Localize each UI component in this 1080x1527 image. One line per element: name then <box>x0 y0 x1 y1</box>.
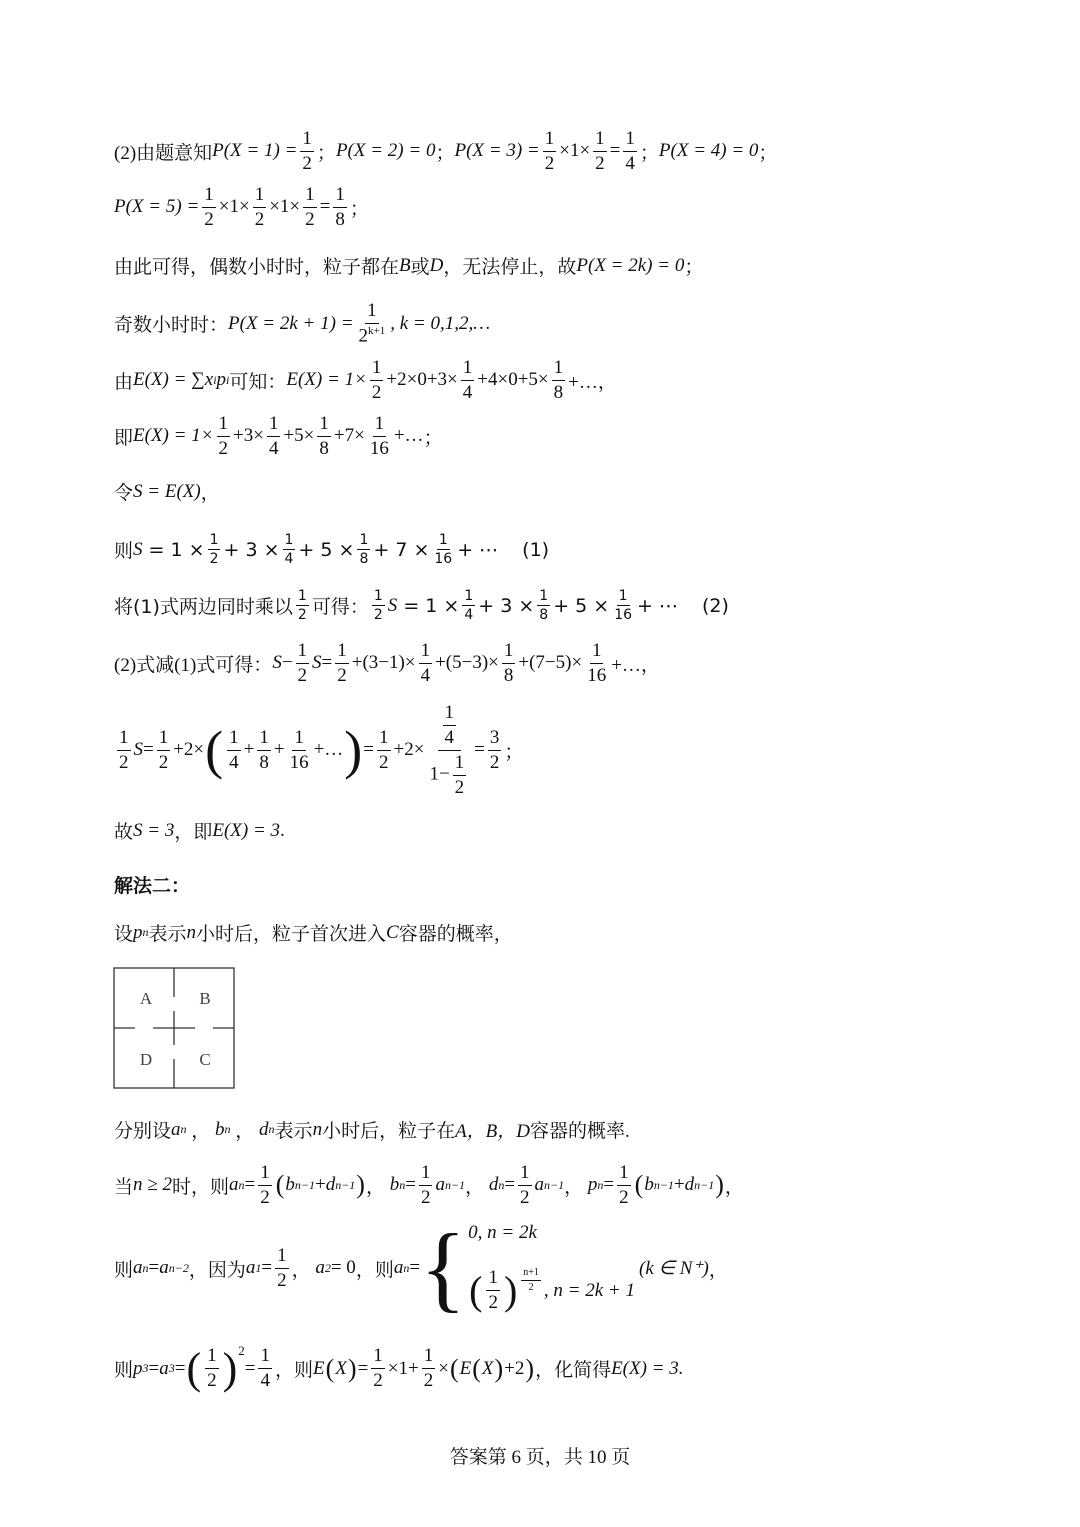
line-final: 则 p 3 = a 3 = ( $\frac{1}{2}$ ) 2 = $\frac{1}{4}$ ，则 E ( X ) = $\frac{1}{2}$ ×1+ $\frac{1}{2}$ × ( E ( X ) +2 ) ，化简得 E(X) = 3. <box>114 1343 684 1393</box>
grid-label-b: B <box>199 989 211 1008</box>
fraction: $\frac{1}{2}$ <box>619 1162 629 1208</box>
fraction: $\frac{1}{2}$ <box>379 726 389 773</box>
letters-abd: A，B，D <box>455 1121 531 1142</box>
text: 可知： <box>229 371 287 393</box>
eq-final: E(X) = 3. <box>611 1357 684 1379</box>
fraction: $\frac{1}{2}$ <box>423 1345 434 1391</box>
sep: ； <box>639 142 659 164</box>
exponent: $\frac{n+1}{2}$ <box>523 1267 539 1293</box>
text: ，即 <box>174 822 213 843</box>
eq-expect-value: E(X) = 3 <box>212 819 281 841</box>
fraction: $\frac{1}{8}$ <box>553 357 564 403</box>
line-probabilities-1: (2)由题意知 P(X = 1) = $\frac{1}{2}$ ； P(X = 2) = 0 ； P(X = 3) = $\frac{1}{2}$ ×1× $\frac{1}{2}$ = $\frac{1}{4}$ ； P(X = 4) = 0 ； <box>114 128 778 174</box>
fraction: $\frac{1}{4}$ <box>464 588 474 624</box>
text: ，则 <box>274 1360 313 1381</box>
text: 时，则 <box>171 1176 229 1198</box>
eq-s-value: S = 3 <box>133 819 175 841</box>
compound-fraction: $\frac{1}{4}$ 1− $\frac{1}{2}$ <box>429 702 465 798</box>
fraction: $\frac{1}{4}$ <box>420 640 431 686</box>
sep: ； <box>684 257 704 278</box>
var-n: n <box>186 921 197 943</box>
fraction: $\frac{1}{8}$ <box>259 726 269 773</box>
fraction: $\frac{1}{4}$ <box>284 532 294 568</box>
line-half-s-result: $\frac{1}{2}$ S = $\frac{1}{2}$ +2× ( $\frac{1}{4}$ + $\frac{1}{8}$ + $\frac{1}{16}$ +… ) = $\frac{1}{2}$ +2× $\frac{1}{4}$ 1− $\frac{1}{2}$ = $\frac{3}{2}$ ； <box>119 702 524 798</box>
fraction: $\frac{1}{2}$ <box>260 1162 270 1208</box>
text: 或 <box>410 257 430 278</box>
fraction: $\frac{1}{4}$ <box>268 413 279 459</box>
case-odd: , n = 2k + 1 <box>543 1279 635 1301</box>
line-probabilities-2: P(X = 5) = $\frac{1}{2}$ ×1× $\frac{1}{2}$ ×1× $\frac{1}{2}$ = $\frac{1}{8}$ ； <box>114 184 369 230</box>
fraction: $\frac{1}{2}$ <box>595 128 605 174</box>
fraction: $\frac{1}{4}$ <box>625 128 635 174</box>
eq-label-2: (2) <box>702 594 729 617</box>
line-half-s: 将(1)式两边同时乘以 $\frac{1}{2}$ 可得： $\frac{1}{2}$ S = 1 × $\frac{1}{4}$ + 3 × $\frac{1}{8}$ + 5 × $\frac{1}{16}$ + ⋯ (2) <box>114 588 729 624</box>
text: (2)式减(1)式可得： <box>114 654 273 676</box>
sep: ； <box>435 142 455 164</box>
fraction: $\frac{1}{2}$ <box>209 532 219 568</box>
piecewise-cases: 0, n = 2k ( $\frac{1}{2}$ ) $\frac{n+1}{2}$ , n = 2k + 1 <box>468 1222 635 1313</box>
eq-expect-sum: E(X) = 1× <box>286 369 367 391</box>
letter-d: D <box>429 254 444 276</box>
fraction: $\frac{1}{2}$ <box>305 184 315 230</box>
fraction: $\frac{1}{16}$ <box>587 640 607 686</box>
eq-p2: P(X = 2) = 0 <box>335 140 436 162</box>
sep: ； <box>316 142 336 164</box>
grid-label-a: A <box>139 989 153 1008</box>
fraction: $\frac{1}{2}$ <box>158 726 169 773</box>
line-even-hours <box>114 252 703 279</box>
line-conclusion <box>114 817 285 844</box>
eq-p5: P(X = 5) = <box>114 196 200 218</box>
fraction: $\frac{1}{16}$ <box>369 413 389 459</box>
fraction: $\frac{1}{2}$ <box>420 1162 431 1208</box>
text: 故 <box>114 822 134 843</box>
text: 则 <box>114 1360 134 1381</box>
fraction: $\frac{1}{2}$ <box>119 726 129 773</box>
eq-even: P(X = 2k) = 0 <box>576 254 685 276</box>
line-expectation-odd: 即 E(X) = 1× $\frac{1}{2}$ +3× $\frac{1}{4}$ +5× $\frac{1}{8}$ +7× $\frac{1}{16}$ +… ； <box>114 413 443 459</box>
fraction: $\frac{1}{16}$ <box>289 726 309 773</box>
text: 设 <box>114 924 134 945</box>
container-grid-figure <box>113 967 235 1089</box>
line-recurrence: 当 n ≥ 2 时，则 a n = $\frac{1}{2}$ ( b n−1 + d n−1 ) ， b n = $\frac{1}{2}$ a n−1 ， d n = $\frac{1}{2}$ a n−1 ， p n = $\frac{1}{2}$ ( b n−1 + d n−1 ) ， <box>114 1162 744 1208</box>
line-define-abd: 分别设 a n ， b n ， d n 表示 n 小时后，粒子在 A，B，D 容器的概率. <box>114 1116 630 1143</box>
fraction: $\frac{1}{2}$ <box>204 184 214 230</box>
fraction: $\frac{1}{2}$ <box>302 128 312 174</box>
fraction: $\frac{1}{2}$ <box>218 413 229 459</box>
eq-odd: P(X = 2k + 1) = <box>228 312 354 334</box>
fraction: $\frac{1}{2}$ <box>371 357 382 403</box>
fraction: $\frac{1}{2}$ <box>337 640 347 686</box>
eq-p3: P(X = 3) = <box>454 140 540 162</box>
line-let-s <box>114 478 220 505</box>
line-subtract: (2)式减(1)式可得： S − $\frac{1}{2}$ S = $\frac{1}{2}$ +(3−1)× $\frac{1}{4}$ +(5−3)× $\frac{1}{8}$ +(7−5)× $\frac{1}{16}$ +…， <box>114 640 660 686</box>
text: 将(1)式两边同时乘以 <box>114 596 293 619</box>
fraction: $\frac{1}{2}$ <box>488 1267 498 1313</box>
text: 当 <box>114 1176 134 1198</box>
eq-s-def: S = E(X) <box>133 480 201 502</box>
var-n: n <box>312 1118 323 1140</box>
fraction: $\frac{1}{2}$ <box>254 184 265 230</box>
fraction: $\frac{1}{16}$ <box>614 588 633 624</box>
fraction: $\frac{1}{2}$ <box>373 588 383 624</box>
k-range: , k = 0,1,2,… <box>390 312 491 334</box>
fraction: $\frac{1}{8}$ <box>539 588 549 624</box>
cond-k: (k ∈ N⁺) <box>639 1257 709 1279</box>
text: 分别设 <box>114 1121 172 1142</box>
letter-b: B <box>399 254 411 276</box>
heading-method-two <box>114 871 190 898</box>
line-define-pn: 设 p n 表示 n 小时后，粒子首次进入 C 容器的概率， <box>114 919 513 946</box>
text: ，化简得 <box>535 1360 612 1381</box>
fraction: $\frac{1}{4}$ <box>260 1345 270 1391</box>
cond-n: n ≥ 2 <box>133 1174 172 1196</box>
grid-label-d: D <box>139 1050 153 1069</box>
text: 令 <box>114 483 134 504</box>
heading-text: 解法二： <box>114 876 191 897</box>
page-footer: 答案第 6 页，共 10 页 <box>449 1447 631 1468</box>
fraction: $\frac{1}{2}$ <box>297 640 308 686</box>
fraction: $\frac{1}{2}$ <box>297 588 307 624</box>
text: 小时后，粒子首次进入 <box>196 924 387 945</box>
sep: . <box>280 819 285 841</box>
fraction: $\frac{3}{2}$ <box>489 726 500 773</box>
eq-label-1: (1) <box>522 538 550 561</box>
fraction: $\frac{1}{2}$ <box>207 1345 217 1391</box>
fraction: $\frac{1}{8}$ <box>359 532 369 568</box>
text: 由此可得，偶数小时时，粒子都在 <box>114 257 400 278</box>
text: 表示 <box>148 924 187 945</box>
text: ，则 <box>355 1259 394 1281</box>
fraction: $\frac{1}{2}$ <box>520 1162 530 1208</box>
eq-p1: P(X = 1) = <box>212 140 298 162</box>
text: 奇数小时时： <box>114 315 229 336</box>
line-odd-hours <box>114 300 490 347</box>
grid-label-c: C <box>199 1050 211 1069</box>
eq-expect-odd: E(X) = 1× <box>133 425 214 447</box>
text: 容器的概率， <box>398 924 513 945</box>
line-an-formula: 则 a n = a n−2 ，因为 a 1 = $\frac{1}{2}$ ， a 2 = 0 ，则 a n = { 0, n = 2k ( $\frac{1}{2}$ ) $\frac{n+1}{2}$ , n = 2k + 1 (k ∈ N⁺) ， <box>114 1214 728 1321</box>
text: 由 <box>114 371 134 393</box>
text: 小时后，粒子在 <box>322 1121 456 1142</box>
fraction: $\frac{1}{8}$ <box>319 413 329 459</box>
eq-expect-def: E(X) = ∑x <box>133 369 214 391</box>
sep: ； <box>758 142 778 164</box>
text: ，无法停止，故 <box>443 257 577 278</box>
sep: ， <box>200 483 220 504</box>
text: 容器的概率. <box>530 1121 630 1142</box>
text: ，因为 <box>188 1259 246 1281</box>
text: 则 <box>114 1259 134 1281</box>
case-even: 0, n = 2k <box>468 1222 537 1243</box>
fraction: $\frac{1}{2}$ <box>544 128 555 174</box>
fraction: $\frac{1}{2}$ <box>373 1345 383 1391</box>
fraction: $\frac{1}{2^{k+1}}$ <box>358 300 386 347</box>
letter-c: C <box>386 921 399 943</box>
text: 则 <box>114 540 134 563</box>
fraction: $\frac{1}{8}$ <box>503 640 514 686</box>
eq-p4: P(X = 4) = 0 <box>658 140 759 162</box>
fraction: $\frac{1}{16}$ <box>434 532 453 568</box>
line-s-series: 则 S = 1 × $\frac{1}{2}$ + 3 × $\frac{1}{4}$ + 5 × $\frac{1}{8}$ + 7 × $\frac{1}{16}$ + ⋯ (1) <box>114 532 550 568</box>
sep: ； <box>349 198 369 220</box>
line-expectation-def: 由 E(X) = ∑x i p i 可知： E(X) = 1× $\frac{1}{2}$ +2×0+3× $\frac{1}{4}$ +4×0+5× $\frac{1}{8}$ +…， <box>114 357 617 403</box>
sep: ； <box>423 427 443 449</box>
text: 即 <box>114 427 134 449</box>
fraction: $\frac{1}{8}$ <box>335 184 345 230</box>
text: 表示 <box>274 1121 313 1142</box>
text: 可得： <box>311 596 369 619</box>
text: (2)由题意知 <box>114 142 213 164</box>
fraction: $\frac{1}{2}$ <box>277 1244 287 1291</box>
fraction: $\frac{1}{4}$ <box>462 357 473 403</box>
fraction: $\frac{1}{4}$ <box>229 726 239 773</box>
